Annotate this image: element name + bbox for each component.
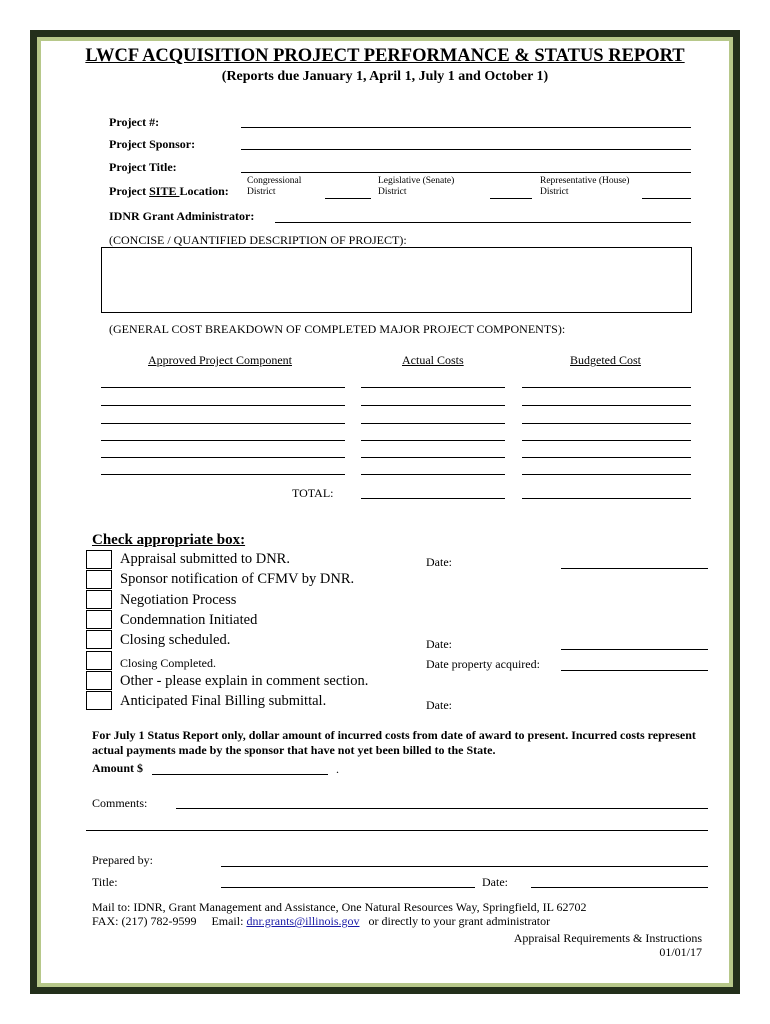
prepared-by-field[interactable]	[221, 866, 708, 867]
mail-address: Mail to: IDNR, Grant Management and Assistance, One Natural Resources Way, Springfield, IL 62702	[92, 900, 587, 914]
legislative-district-label: Legislative (Senate) District	[378, 176, 455, 197]
col-header-budgeted: Budgeted Cost	[570, 353, 641, 367]
col-header-actual: Actual Costs	[402, 353, 464, 367]
fax-line	[92, 914, 550, 929]
checkbox-sponsor-notification[interactable]	[86, 570, 112, 589]
cost-row-1-actual-field[interactable]	[361, 387, 505, 388]
date-acquired-field[interactable]	[561, 670, 708, 671]
fax-number: FAX: (217) 782-9599	[92, 914, 197, 928]
legislative-district-field[interactable]	[490, 198, 532, 199]
form-subtitle: (Reports due January 1, April 1, July 1 and October 1)	[221, 69, 549, 84]
email-suffix: or directly to your grant administrator	[368, 914, 551, 928]
idnr-grant-admin-field[interactable]	[275, 222, 691, 223]
final-billing-date-label: Date:	[426, 698, 452, 712]
project-sponsor-label: Project Sponsor:	[109, 137, 196, 151]
email-link[interactable]: dnr.grants@illinois.gov	[246, 914, 360, 928]
total-actual-field[interactable]	[361, 498, 505, 499]
signoff-date-field[interactable]	[531, 887, 708, 888]
checklist-item-negotiation: Negotiation Process	[120, 592, 237, 608]
project-number-label: Project #:	[109, 115, 160, 129]
project-sponsor-field[interactable]	[241, 149, 691, 150]
checklist-item-closing-scheduled: Closing scheduled.	[120, 632, 231, 648]
cost-row-4-budgeted-field[interactable]	[522, 440, 691, 441]
cost-row-5-budgeted-field[interactable]	[522, 457, 691, 458]
representative-district-field[interactable]	[642, 198, 691, 199]
checkbox-negotiation[interactable]	[86, 590, 112, 609]
appraisal-requirements-link: Appraisal Requirements & Instructions	[513, 931, 702, 945]
cost-row-4-actual-field[interactable]	[361, 440, 505, 441]
col-header-component: Approved Project Component	[148, 353, 292, 367]
checklist-item-sponsor-notification: Sponsor notification of CFMV by DNR.	[120, 571, 355, 587]
checklist-item-final-billing: Anticipated Final Billing submittal.	[120, 693, 327, 709]
form-title: LWCF ACQUISITION PROJECT PERFORMANCE & STATUS REPORT	[85, 46, 685, 66]
cost-row-6-actual-field[interactable]	[361, 474, 505, 475]
cost-row-2-budgeted-field[interactable]	[522, 405, 691, 406]
closing-date-field[interactable]	[561, 649, 708, 650]
cost-row-2-component-field[interactable]	[101, 405, 345, 406]
checklist-item-appraisal: Appraisal submitted to DNR.	[120, 551, 290, 567]
description-textarea[interactable]	[101, 247, 692, 313]
title-field[interactable]	[221, 887, 475, 888]
project-site-location-label: Project SITE Location:	[109, 184, 229, 198]
closing-date-label: Date:	[426, 637, 452, 651]
checkbox-closing-completed[interactable]	[86, 651, 112, 670]
cost-row-3-component-field[interactable]	[101, 423, 345, 424]
cost-row-3-actual-field[interactable]	[361, 423, 505, 424]
checkbox-appraisal-submitted[interactable]	[86, 550, 112, 569]
checkbox-final-billing[interactable]	[86, 691, 112, 710]
project-number-field[interactable]	[241, 127, 691, 128]
representative-district-label: Representative (House) District	[540, 176, 630, 197]
appraisal-date-label: Date:	[426, 555, 452, 569]
comments-label: Comments:	[92, 796, 148, 810]
comments-field[interactable]	[176, 808, 708, 809]
congressional-district-field[interactable]	[325, 198, 371, 199]
total-budgeted-field[interactable]	[522, 498, 691, 499]
form-date: 01/01/17	[659, 945, 702, 959]
title-label: Title:	[92, 875, 118, 889]
checklist-item-other: Other - please explain in comment section.	[120, 673, 369, 689]
project-title-label: Project Title:	[109, 160, 177, 174]
cost-row-1-component-field[interactable]	[101, 387, 345, 388]
email-label: Email:	[211, 914, 244, 928]
cost-row-6-component-field[interactable]	[101, 474, 345, 475]
checkbox-closing-scheduled[interactable]	[86, 630, 112, 649]
cost-row-3-budgeted-field[interactable]	[522, 423, 691, 424]
cost-row-2-actual-field[interactable]	[361, 405, 505, 406]
amount-field[interactable]	[152, 774, 328, 775]
checklist-heading: Check appropriate box:	[92, 532, 246, 548]
date-acquired-label: Date property acquired:	[426, 657, 540, 671]
congressional-district-label: Congressional District	[247, 176, 302, 197]
checkbox-other[interactable]	[86, 671, 112, 690]
checklist-item-condemnation: Condemnation Initiated	[120, 612, 258, 628]
cost-row-5-actual-field[interactable]	[361, 457, 505, 458]
cost-row-5-component-field[interactable]	[101, 457, 345, 458]
cost-breakdown-label: (GENERAL COST BREAKDOWN OF COMPLETED MAJOR PROJECT COMPONENTS):	[109, 322, 566, 336]
cost-row-1-budgeted-field[interactable]	[522, 387, 691, 388]
appraisal-date-field[interactable]	[561, 568, 708, 569]
amount-label: Amount $	[92, 761, 144, 775]
prepared-by-label: Prepared by:	[92, 853, 153, 867]
amount-suffix: .	[336, 762, 339, 776]
comments-field-line-2[interactable]	[86, 830, 708, 831]
project-title-field[interactable]	[241, 172, 691, 173]
idnr-grant-admin-label: IDNR Grant Administrator:	[109, 209, 255, 223]
signoff-date-label: Date:	[482, 875, 508, 889]
july-status-instructions: For July 1 Status Report only, dollar amount of incurred costs from date of award to present. Incurred costs represent actual payments made by the sponsor that have not yet been billed to the State.	[92, 728, 696, 757]
checklist-item-closing-completed: Closing Completed.	[120, 656, 216, 670]
description-label: (CONCISE / QUANTIFIED DESCRIPTION OF PROJECT):	[109, 233, 407, 247]
cost-row-4-component-field[interactable]	[101, 440, 345, 441]
total-label: TOTAL:	[292, 486, 334, 500]
cost-row-6-budgeted-field[interactable]	[522, 474, 691, 475]
checkbox-condemnation[interactable]	[86, 610, 112, 629]
